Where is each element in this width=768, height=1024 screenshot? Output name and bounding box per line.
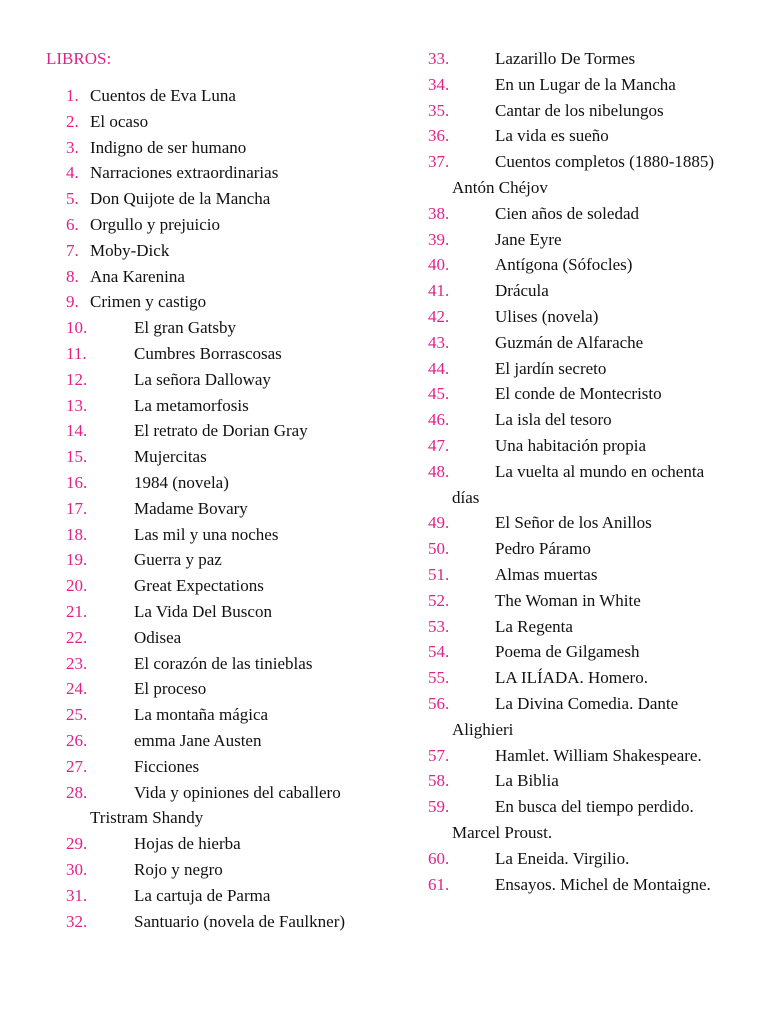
book-list-item xyxy=(428,433,728,459)
book-list-item xyxy=(428,614,728,640)
book-title: La Eneida. Virgilio. xyxy=(495,848,630,868)
book-list-item xyxy=(66,83,366,109)
book-number: 21. xyxy=(66,601,88,621)
book-list-item xyxy=(66,909,366,935)
book-list-item xyxy=(66,625,366,651)
book-number: 43. xyxy=(428,332,450,352)
book-number: 36. xyxy=(428,126,450,146)
book-number: 34. xyxy=(428,74,450,94)
book-number: 11. xyxy=(66,343,87,363)
book-title: Odisea xyxy=(134,627,182,647)
book-number: 53. xyxy=(428,616,450,636)
book-number: 2. xyxy=(66,111,79,131)
book-number: 42. xyxy=(428,306,450,326)
book-title: Great Expectations xyxy=(134,576,264,596)
book-list-item xyxy=(428,691,728,743)
book-list-item xyxy=(66,883,366,909)
book-list-item xyxy=(66,470,366,496)
book-list-item xyxy=(66,780,366,832)
book-list-item xyxy=(428,46,728,72)
book-list-item xyxy=(428,562,728,588)
book-number: 57. xyxy=(428,745,450,765)
book-number: 26. xyxy=(66,730,88,750)
book-list-item xyxy=(428,381,728,407)
book-title: El gran Gatsby xyxy=(134,318,236,338)
book-title: Lazarillo De Tormes xyxy=(495,49,636,68)
book-list-item xyxy=(428,407,728,433)
book-number: 31. xyxy=(66,885,88,905)
book-list-item xyxy=(428,639,728,665)
book-title: Ficciones xyxy=(134,756,200,776)
book-number: 23. xyxy=(66,653,88,673)
book-number: 32. xyxy=(66,911,88,931)
book-title: 1984 (novela) xyxy=(134,472,229,492)
book-title: La vida es sueño xyxy=(495,126,609,146)
book-number: 55. xyxy=(428,668,450,688)
book-title: Ana Karenina xyxy=(90,266,185,286)
book-number: 33. xyxy=(428,49,450,68)
book-number: 17. xyxy=(66,498,88,518)
book-list-item xyxy=(428,278,728,304)
book-list-item xyxy=(66,831,366,857)
book-list-item xyxy=(66,315,366,341)
book-number: 49. xyxy=(428,513,450,533)
book-list-item xyxy=(428,768,728,794)
book-list-item xyxy=(428,510,728,536)
book-list-item xyxy=(66,547,366,573)
book-title: El Señor de los Anillos xyxy=(495,513,652,533)
book-title: Crimen y castigo xyxy=(90,292,207,312)
book-title: Narraciones extraordinarias xyxy=(90,163,279,183)
book-number: 54. xyxy=(428,642,450,662)
book-title: Cuentos de Eva Luna xyxy=(90,86,236,105)
book-list-item xyxy=(66,651,366,677)
book-title: Guzmán de Alfarache xyxy=(495,332,644,352)
book-title: La isla del tesoro xyxy=(495,410,612,430)
book-list-item xyxy=(66,393,366,419)
book-number: 45. xyxy=(428,384,450,404)
book-title: La Biblia xyxy=(495,771,559,791)
book-number: 13. xyxy=(66,395,88,415)
book-list-item xyxy=(428,98,728,124)
book-number: 22. xyxy=(66,627,88,647)
book-number: 56. xyxy=(428,693,450,713)
book-list-item xyxy=(428,588,728,614)
book-title: Almas muertas xyxy=(495,564,598,584)
book-number: 46. xyxy=(428,410,450,430)
book-list-left xyxy=(66,83,366,934)
book-title: La vuelta al mundo en ochenta días xyxy=(452,461,705,507)
book-title: El ocaso xyxy=(90,111,149,131)
book-title: Madame Bovary xyxy=(134,498,248,518)
book-title: En busca del tiempo perdido. Marcel Proust. xyxy=(452,797,694,842)
book-list-item xyxy=(428,72,728,98)
book-title: El retrato de Dorian Gray xyxy=(134,421,308,441)
book-list-item xyxy=(66,444,366,470)
book-title: Las mil y una noches xyxy=(134,524,279,544)
book-title: Antígona (Sófocles) xyxy=(495,255,633,275)
book-title: Orgullo y prejuicio xyxy=(90,214,220,234)
book-title: El conde de Montecristo xyxy=(495,384,662,404)
book-list-item xyxy=(66,676,366,702)
book-number: 15. xyxy=(66,447,88,467)
book-title: Cien años de soledad xyxy=(495,203,639,223)
book-number: 20. xyxy=(66,576,88,596)
book-title: La cartuja de Parma xyxy=(134,885,271,905)
book-title: La Regenta xyxy=(495,616,573,636)
book-list-right xyxy=(428,46,728,897)
book-list-item xyxy=(66,212,366,238)
book-list-item xyxy=(66,238,366,264)
book-list-item xyxy=(428,743,728,769)
book-list-item xyxy=(66,702,366,728)
book-list-item xyxy=(66,857,366,883)
book-list-item xyxy=(66,186,366,212)
book-number: 16. xyxy=(66,472,88,492)
book-title: La Vida Del Buscon xyxy=(134,601,272,621)
book-number: 5. xyxy=(66,189,79,209)
book-title: Vida y opiniones del caballero Tristram Shandy xyxy=(90,782,341,828)
book-title: El proceso xyxy=(134,679,207,699)
book-title: Mujercitas xyxy=(134,447,207,467)
book-title: Jane Eyre xyxy=(495,229,562,249)
book-list-item xyxy=(428,872,728,898)
book-list-item xyxy=(428,201,728,227)
book-title: The Woman in White xyxy=(495,590,641,610)
book-title: Cantar de los nibelungos xyxy=(495,100,664,120)
book-title: La metamorfosis xyxy=(134,395,249,415)
book-title: Guerra y paz xyxy=(134,550,222,570)
book-list-item xyxy=(66,289,366,315)
book-number: 59. xyxy=(428,797,450,817)
book-number: 12. xyxy=(66,369,88,389)
book-title: emma Jane Austen xyxy=(134,730,262,750)
book-title: Cuentos completos (1880-1885) Antón Chéjov xyxy=(452,152,715,197)
book-number: 29. xyxy=(66,834,88,854)
book-number: 50. xyxy=(428,539,450,559)
book-list-item xyxy=(66,728,366,754)
book-list-item xyxy=(428,330,728,356)
book-list-item xyxy=(428,665,728,691)
book-number: 3. xyxy=(66,137,79,157)
book-list-item xyxy=(428,149,728,201)
book-number: 18. xyxy=(66,524,88,544)
book-number: 41. xyxy=(428,281,450,301)
book-number: 58. xyxy=(428,771,450,791)
book-number: 25. xyxy=(66,705,88,725)
book-number: 8. xyxy=(66,266,79,286)
book-list-item xyxy=(66,109,366,135)
book-number: 38. xyxy=(428,203,450,223)
book-title: La Divina Comedia. Dante Alighieri xyxy=(452,693,679,739)
book-title: La montaña mágica xyxy=(134,705,269,725)
book-title: Drácula xyxy=(495,281,549,301)
book-title: Hojas de hierba xyxy=(134,834,241,854)
book-title: Hamlet. William Shakespeare. xyxy=(495,745,702,765)
book-title: Ensayos. Michel de Montaigne. xyxy=(495,874,711,894)
book-list-item xyxy=(428,304,728,330)
book-number: 27. xyxy=(66,756,88,776)
book-list-item xyxy=(428,123,728,149)
book-title: LA ILÍADA. Homero. xyxy=(495,668,648,688)
book-list-item xyxy=(66,599,366,625)
book-list-item xyxy=(428,227,728,253)
book-list-item xyxy=(428,536,728,562)
book-number: 37. xyxy=(428,152,450,172)
book-list-item xyxy=(428,794,728,846)
book-number: 51. xyxy=(428,564,450,584)
book-list-item xyxy=(428,252,728,278)
book-title: Moby-Dick xyxy=(90,240,170,260)
book-number: 61. xyxy=(428,874,450,894)
book-number: 39. xyxy=(428,229,450,249)
book-list-item xyxy=(66,341,366,367)
book-title: Indigno de ser humano xyxy=(90,137,247,157)
book-title: Pedro Páramo xyxy=(495,539,591,559)
book-number: 6. xyxy=(66,214,79,234)
book-number: 44. xyxy=(428,358,450,378)
book-title: Una habitación propia xyxy=(495,435,647,455)
book-title: La señora Dalloway xyxy=(134,369,271,389)
book-title: Ulises (novela) xyxy=(495,306,599,326)
book-number: 24. xyxy=(66,679,88,699)
book-number: 10. xyxy=(66,318,88,338)
book-title: Rojo y negro xyxy=(134,859,223,879)
book-list-item xyxy=(66,522,366,548)
book-number: 48. xyxy=(428,461,450,481)
page-title: LIBROS: xyxy=(46,49,112,68)
book-list-item xyxy=(66,264,366,290)
book-list-item xyxy=(428,356,728,382)
book-list-item xyxy=(66,367,366,393)
book-list-item xyxy=(66,754,366,780)
book-number: 1. xyxy=(66,86,79,105)
book-number: 28. xyxy=(66,782,88,802)
book-number: 60. xyxy=(428,848,450,868)
book-number: 40. xyxy=(428,255,450,275)
book-title: Poema de Gilgamesh xyxy=(495,642,640,662)
book-list-item xyxy=(428,846,728,872)
book-list-item xyxy=(66,160,366,186)
book-list-item xyxy=(66,418,366,444)
book-list-item xyxy=(428,459,728,511)
book-title: Don Quijote de la Mancha xyxy=(90,189,271,209)
book-number: 19. xyxy=(66,550,88,570)
book-number: 9. xyxy=(66,292,79,312)
book-title: Cumbres Borrascosas xyxy=(134,343,282,363)
book-title: El corazón de las tinieblas xyxy=(134,653,313,673)
book-list-item xyxy=(66,135,366,161)
book-number: 35. xyxy=(428,100,450,120)
book-title: Santuario (novela de Faulkner) xyxy=(134,911,346,931)
book-list-item xyxy=(66,573,366,599)
book-number: 4. xyxy=(66,163,79,183)
book-title: En un Lugar de la Mancha xyxy=(495,74,676,94)
book-number: 7. xyxy=(66,240,79,260)
book-number: 30. xyxy=(66,859,88,879)
book-number: 47. xyxy=(428,435,450,455)
book-number: 52. xyxy=(428,590,450,610)
book-title: El jardín secreto xyxy=(495,358,607,378)
book-list-item xyxy=(66,496,366,522)
book-number: 14. xyxy=(66,421,88,441)
